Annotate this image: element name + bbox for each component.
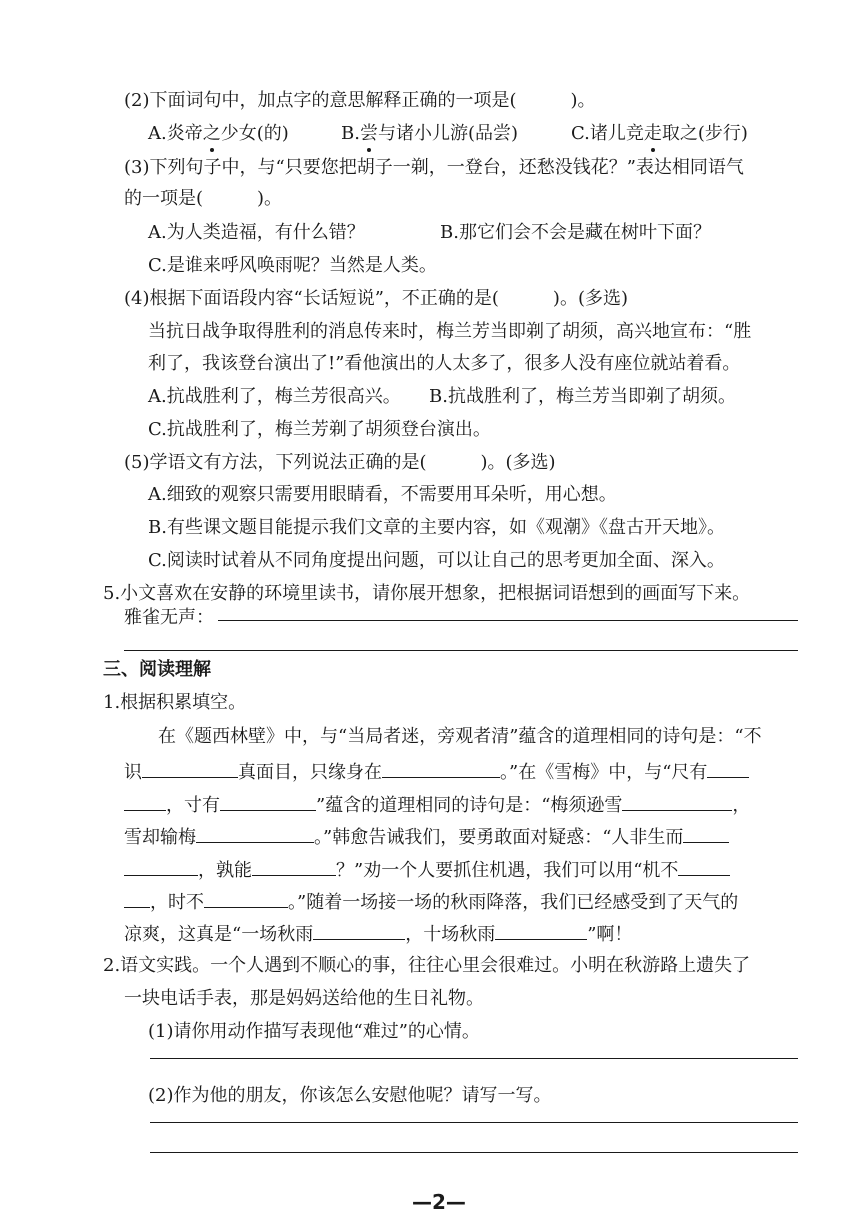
fill-text: ，十场秋雨 — [405, 924, 496, 945]
q2-option-c — [571, 121, 748, 149]
item5-stem: 5.小文喜欢在安静的环境里读书，请你展开想象，把根据词语想到的画面写下来。 — [103, 583, 751, 604]
fill-blank[interactable] — [495, 919, 587, 940]
q5-option-a: A.细致的观察只需要用眼睛看，不需要用耳朵听，用心想。 — [148, 484, 617, 505]
q4-option-a: A.抗战胜利了，梅兰芳很高兴。 — [148, 386, 401, 407]
practice-sub1: (1)请你用动作描写表现他“难过”的心情。 — [148, 1021, 480, 1042]
fill-line-5 — [124, 855, 730, 883]
practice-sub1-answer-line[interactable] — [150, 1058, 798, 1059]
fill-text: 凉爽，这真是“一场秋雨 — [124, 924, 314, 945]
fill-blank[interactable] — [678, 855, 730, 876]
fill-line-1: 在《题西林壁》中，与“当局者迷，旁观者清”蕴含的道理相同的诗句是：“不 — [158, 726, 762, 747]
q3-option-a: A.为人类造福，有什么错？ — [148, 222, 365, 243]
fill-text: 。”在《雪梅》中，与“尺有 — [500, 762, 708, 783]
item5-answer-line-2[interactable] — [124, 650, 798, 651]
q5-stem: (5)学语文有方法，下列说法正确的是( )。(多选) — [124, 452, 556, 473]
q2-option-a — [148, 121, 289, 149]
q4-passage-line1: 当抗日战争取得胜利的消息传来时，梅兰芳当即剃了胡须，高兴地宣布：“胜 — [148, 321, 752, 342]
q2-a-gloss: 少女(的) — [220, 123, 289, 144]
q4-option-c: C.抗战胜利了，梅兰芳剃了胡须登台演出。 — [148, 419, 491, 440]
q2-b-dotted-char: 尝 — [360, 121, 378, 147]
q2-b-text: B. — [341, 123, 360, 144]
fill-text: ，寸有 — [166, 795, 220, 816]
q3-stem-line2: 的一项是( )。 — [124, 188, 283, 209]
practice-line-2: 一块电话手表，那是妈妈送给他的生日礼物。 — [124, 988, 484, 1009]
fill-title: 1.根据积累填空。 — [103, 692, 247, 713]
fill-line-2 — [124, 757, 749, 785]
fill-line-6 — [124, 887, 738, 915]
fill-blank[interactable] — [683, 822, 729, 843]
item5-label: 雅雀无声： — [124, 607, 214, 628]
q3-option-b: B.那它们会不会是藏在树叶下面？ — [440, 222, 711, 243]
fill-line-7 — [124, 919, 632, 947]
fill-blank[interactable] — [313, 919, 405, 940]
q5-option-b: B.有些课文题目能提示我们文章的主要内容，如《观潮》《盘古开天地》。 — [148, 517, 725, 538]
fill-blank[interactable] — [124, 790, 166, 811]
fill-text: 真面目，只缘身在 — [238, 762, 382, 783]
q2-c-gloss: 取之(步行) — [661, 123, 748, 144]
fill-text: 雪却输梅 — [124, 827, 196, 848]
fill-blank[interactable] — [142, 757, 238, 778]
q4-stem: (4)根据下面语段内容“长话短说”，不正确的是( )。(多选) — [124, 288, 628, 309]
fill-text: ”蕴含的道理相同的诗句是：“梅须逊雪 — [316, 795, 623, 816]
fill-text: 。”韩愈告诫我们，要勇敢面对疑惑：“人非生而 — [314, 827, 684, 848]
section-title: 三、阅读理解 — [103, 659, 211, 680]
fill-text: ，时不 — [150, 892, 204, 913]
fill-blank[interactable] — [622, 790, 732, 811]
fill-line-4 — [124, 822, 729, 850]
fill-blank[interactable] — [382, 757, 500, 778]
q3-option-c: C.是谁来呼风唤雨呢？当然是人类。 — [148, 255, 437, 276]
q2-c-text: C.诸儿竞 — [571, 123, 644, 144]
fill-blank[interactable] — [124, 887, 150, 908]
q3-stem-line1: (3)下列句子中，与“只要您把胡子一剃，一登台，还愁没钱花？”表达相同语气 — [124, 157, 744, 178]
q2-c-dotted-char: 走 — [644, 121, 662, 147]
fill-blank[interactable] — [124, 855, 198, 876]
q2-a-dotted-char: 之 — [203, 121, 221, 147]
fill-blank[interactable] — [204, 887, 288, 908]
fill-blank[interactable] — [196, 822, 314, 843]
fill-text: ， — [732, 795, 751, 816]
practice-line-1: 2.语文实践。一个人遇到不顺心的事，往往心里会很难过。小明在秋游路上遗失了 — [103, 955, 751, 976]
q2-a-text: A.炎帝 — [148, 123, 203, 144]
q4-passage-line2: 利了，我该登台演出了!”看他演出的人太多了，很多人没有座位就站着看。 — [148, 353, 741, 374]
practice-sub2-answer-line-1[interactable] — [150, 1122, 798, 1123]
fill-text: 识 — [124, 762, 142, 783]
fill-text: ，孰能 — [198, 860, 252, 881]
q2-stem: (2)下面词句中，加点字的意思解释正确的一项是( )。 — [124, 90, 596, 111]
fill-blank[interactable] — [252, 855, 336, 876]
page-number: —2— — [412, 1190, 466, 1214]
fill-text: ？”劝一个人要抓住机遇，我们可以用“机不 — [336, 860, 679, 881]
item5-answer-line-1[interactable] — [218, 620, 798, 621]
q2-option-b — [341, 121, 518, 149]
fill-text: 。”随着一场接一场的秋雨降落，我们已经感受到了天气的 — [288, 892, 739, 913]
practice-sub2-answer-line-2[interactable] — [150, 1152, 798, 1153]
practice-sub2: (2)作为他的朋友，你该怎么安慰他呢？请写一写。 — [148, 1085, 552, 1106]
q2-b-gloss: 与诸小儿游(品尝) — [377, 123, 518, 144]
q4-option-b: B.抗战胜利了，梅兰芳当即剃了胡须。 — [429, 386, 736, 407]
fill-blank[interactable] — [220, 790, 316, 811]
fill-text: ”啊！ — [587, 924, 633, 945]
q5-option-c: C.阅读时试着从不同角度提出问题，可以让自己的思考更加全面、深入。 — [148, 550, 725, 571]
fill-blank[interactable] — [707, 757, 749, 778]
fill-line-3 — [124, 790, 750, 818]
